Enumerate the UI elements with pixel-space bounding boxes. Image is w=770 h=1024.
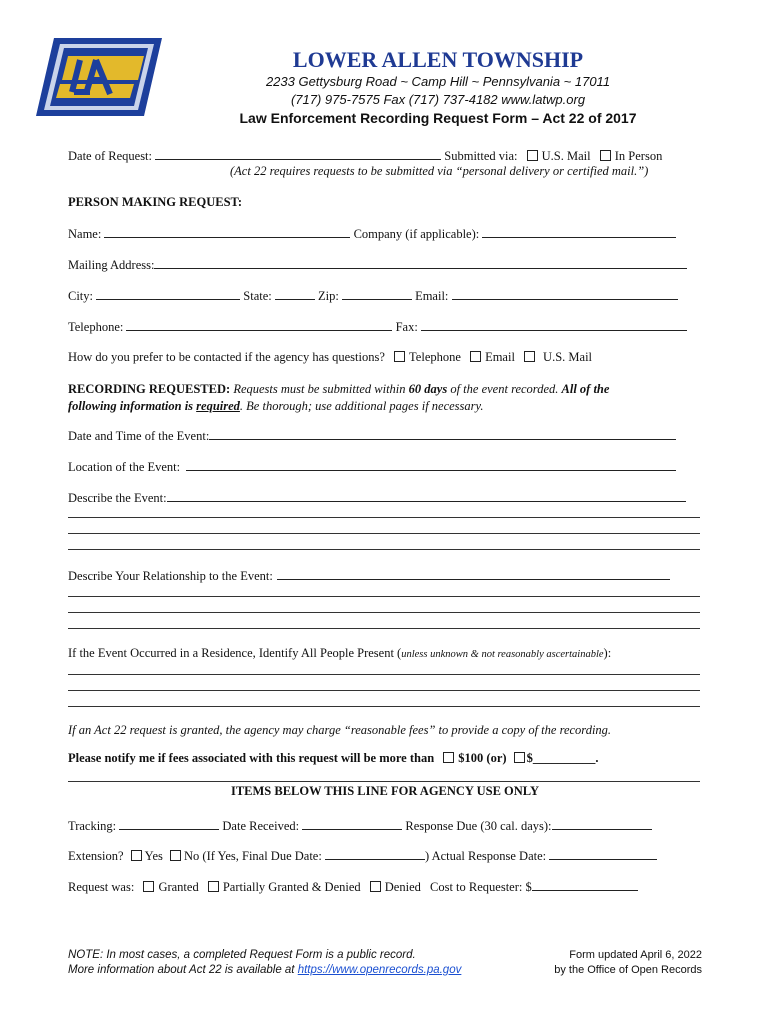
form-updated: Form updated April 6, 2022 by the Office of Open Records xyxy=(554,949,702,976)
fees-notify-row: Please notify me if fees associated with this request will be more than $100 (or) $__________. xyxy=(68,751,599,765)
company-field[interactable] xyxy=(482,226,676,238)
name-field[interactable] xyxy=(104,226,350,238)
tracking-field[interactable] xyxy=(119,818,219,830)
us-mail-contact-checkbox[interactable] xyxy=(524,351,535,362)
event-location-field[interactable] xyxy=(186,459,676,471)
actual-response-date-field[interactable] xyxy=(549,848,657,860)
person-heading: PERSON MAKING REQUEST: xyxy=(68,195,243,209)
describe-line[interactable] xyxy=(68,517,700,518)
fax-field[interactable] xyxy=(421,319,687,331)
fee-other-checkbox[interactable] xyxy=(514,752,525,763)
mailing-row: Mailing Address: xyxy=(68,257,687,273)
relationship-row: Describe Your Relationship to the Event: xyxy=(68,568,670,584)
act22-note: (Act 22 requires requests to be submitted via “personal delivery or certified mail.”) xyxy=(230,164,649,178)
residence-line[interactable] xyxy=(68,690,700,691)
township-title: LOWER ALLEN TOWNSHIP xyxy=(292,47,584,72)
mailing-address-field[interactable] xyxy=(154,257,687,269)
relationship-line[interactable] xyxy=(68,612,700,613)
extension-row: Extension? Yes No (If Yes, Final Due Date: ) Actual Response Date: xyxy=(68,848,657,864)
open-records-link[interactable]: https://www.openrecords.pa.gov xyxy=(297,964,462,976)
us-mail-checkbox[interactable] xyxy=(527,150,538,161)
address-line: 2233 Gettysburg Road ~ Camp Hill ~ Pennsylvania ~ 17011 xyxy=(265,74,611,89)
residence-row: If the Event Occurred in a Residence, Identify All People Present (unless unknown & not reasonably ascertainable): xyxy=(68,646,612,660)
contact-line: (717) 975-7575 Fax (717) 737-4182 www.latwp.org xyxy=(290,92,586,107)
city-row: City: State: Zip: Email: xyxy=(68,288,678,304)
recording-instructions: RECORDING REQUESTED: Requests must be submitted within 60 days of the event recorded. All of the following information is required. Be thorough; use additional pages if necessary. xyxy=(68,382,610,413)
relationship-line[interactable] xyxy=(68,596,700,597)
residence-line[interactable] xyxy=(68,706,700,707)
contact-preference-row: How do you prefer to be contacted if the agency has questions? Telephone Email U.S. Mail xyxy=(68,350,593,364)
granted-checkbox[interactable] xyxy=(143,881,154,892)
describe-line[interactable] xyxy=(68,533,700,534)
residence-line[interactable] xyxy=(68,674,700,675)
name-row: Name: Company (if applicable): xyxy=(68,226,676,242)
email-checkbox[interactable] xyxy=(470,351,481,362)
in-person-checkbox[interactable] xyxy=(600,150,611,161)
city-field[interactable] xyxy=(96,288,240,300)
describe-event-field[interactable] xyxy=(167,490,686,502)
response-due-field[interactable] xyxy=(552,818,652,830)
form-title: Law Enforcement Recording Request Form – Act 22 of 2017 xyxy=(239,110,637,126)
describe-line[interactable] xyxy=(68,549,700,550)
fee-100-checkbox[interactable] xyxy=(443,752,454,763)
extension-yes-checkbox[interactable] xyxy=(131,850,142,861)
relationship-field[interactable] xyxy=(277,568,670,580)
telephone-row: Telephone: Fax: xyxy=(68,319,687,335)
email-field[interactable] xyxy=(452,288,678,300)
final-due-date-field[interactable] xyxy=(325,848,425,860)
agency-divider xyxy=(68,781,700,782)
date-of-request-field[interactable] xyxy=(155,148,441,160)
agency-heading: ITEMS BELOW THIS LINE FOR AGENCY USE ONLY xyxy=(230,784,540,798)
datetime-row: Date and Time of the Event: xyxy=(68,428,676,444)
cost-field[interactable] xyxy=(532,879,638,891)
state-field[interactable] xyxy=(275,288,315,300)
telephone-field[interactable] xyxy=(126,319,392,331)
zip-field[interactable] xyxy=(342,288,412,300)
extension-no-checkbox[interactable] xyxy=(170,850,181,861)
telephone-checkbox[interactable] xyxy=(394,351,405,362)
date-received-field[interactable] xyxy=(302,818,402,830)
footer-note: NOTE: In most cases, a completed Request Form is a public record. More information about Act 22 is available at https://www.openrecords.pa.gov xyxy=(68,949,462,976)
fees-note: If an Act 22 request is granted, the agency may charge “reasonable fees” to provide a copy of the recording. xyxy=(68,723,612,737)
describe-row: Describe the Event: xyxy=(68,490,686,506)
location-row: Location of the Event: xyxy=(68,459,676,475)
tracking-row: Tracking: Date Received: Response Due (30 cal. days): xyxy=(68,818,652,834)
date-of-request-row: Date of Request: Submitted via: U.S. Mail In Person xyxy=(68,149,663,163)
event-datetime-field[interactable] xyxy=(209,428,676,440)
denied-checkbox[interactable] xyxy=(370,881,381,892)
relationship-line[interactable] xyxy=(68,628,700,629)
partial-checkbox[interactable] xyxy=(208,881,219,892)
request-status-row: Request was: Granted Partially Granted & Denied Denied Cost to Requester: $ xyxy=(68,879,638,895)
